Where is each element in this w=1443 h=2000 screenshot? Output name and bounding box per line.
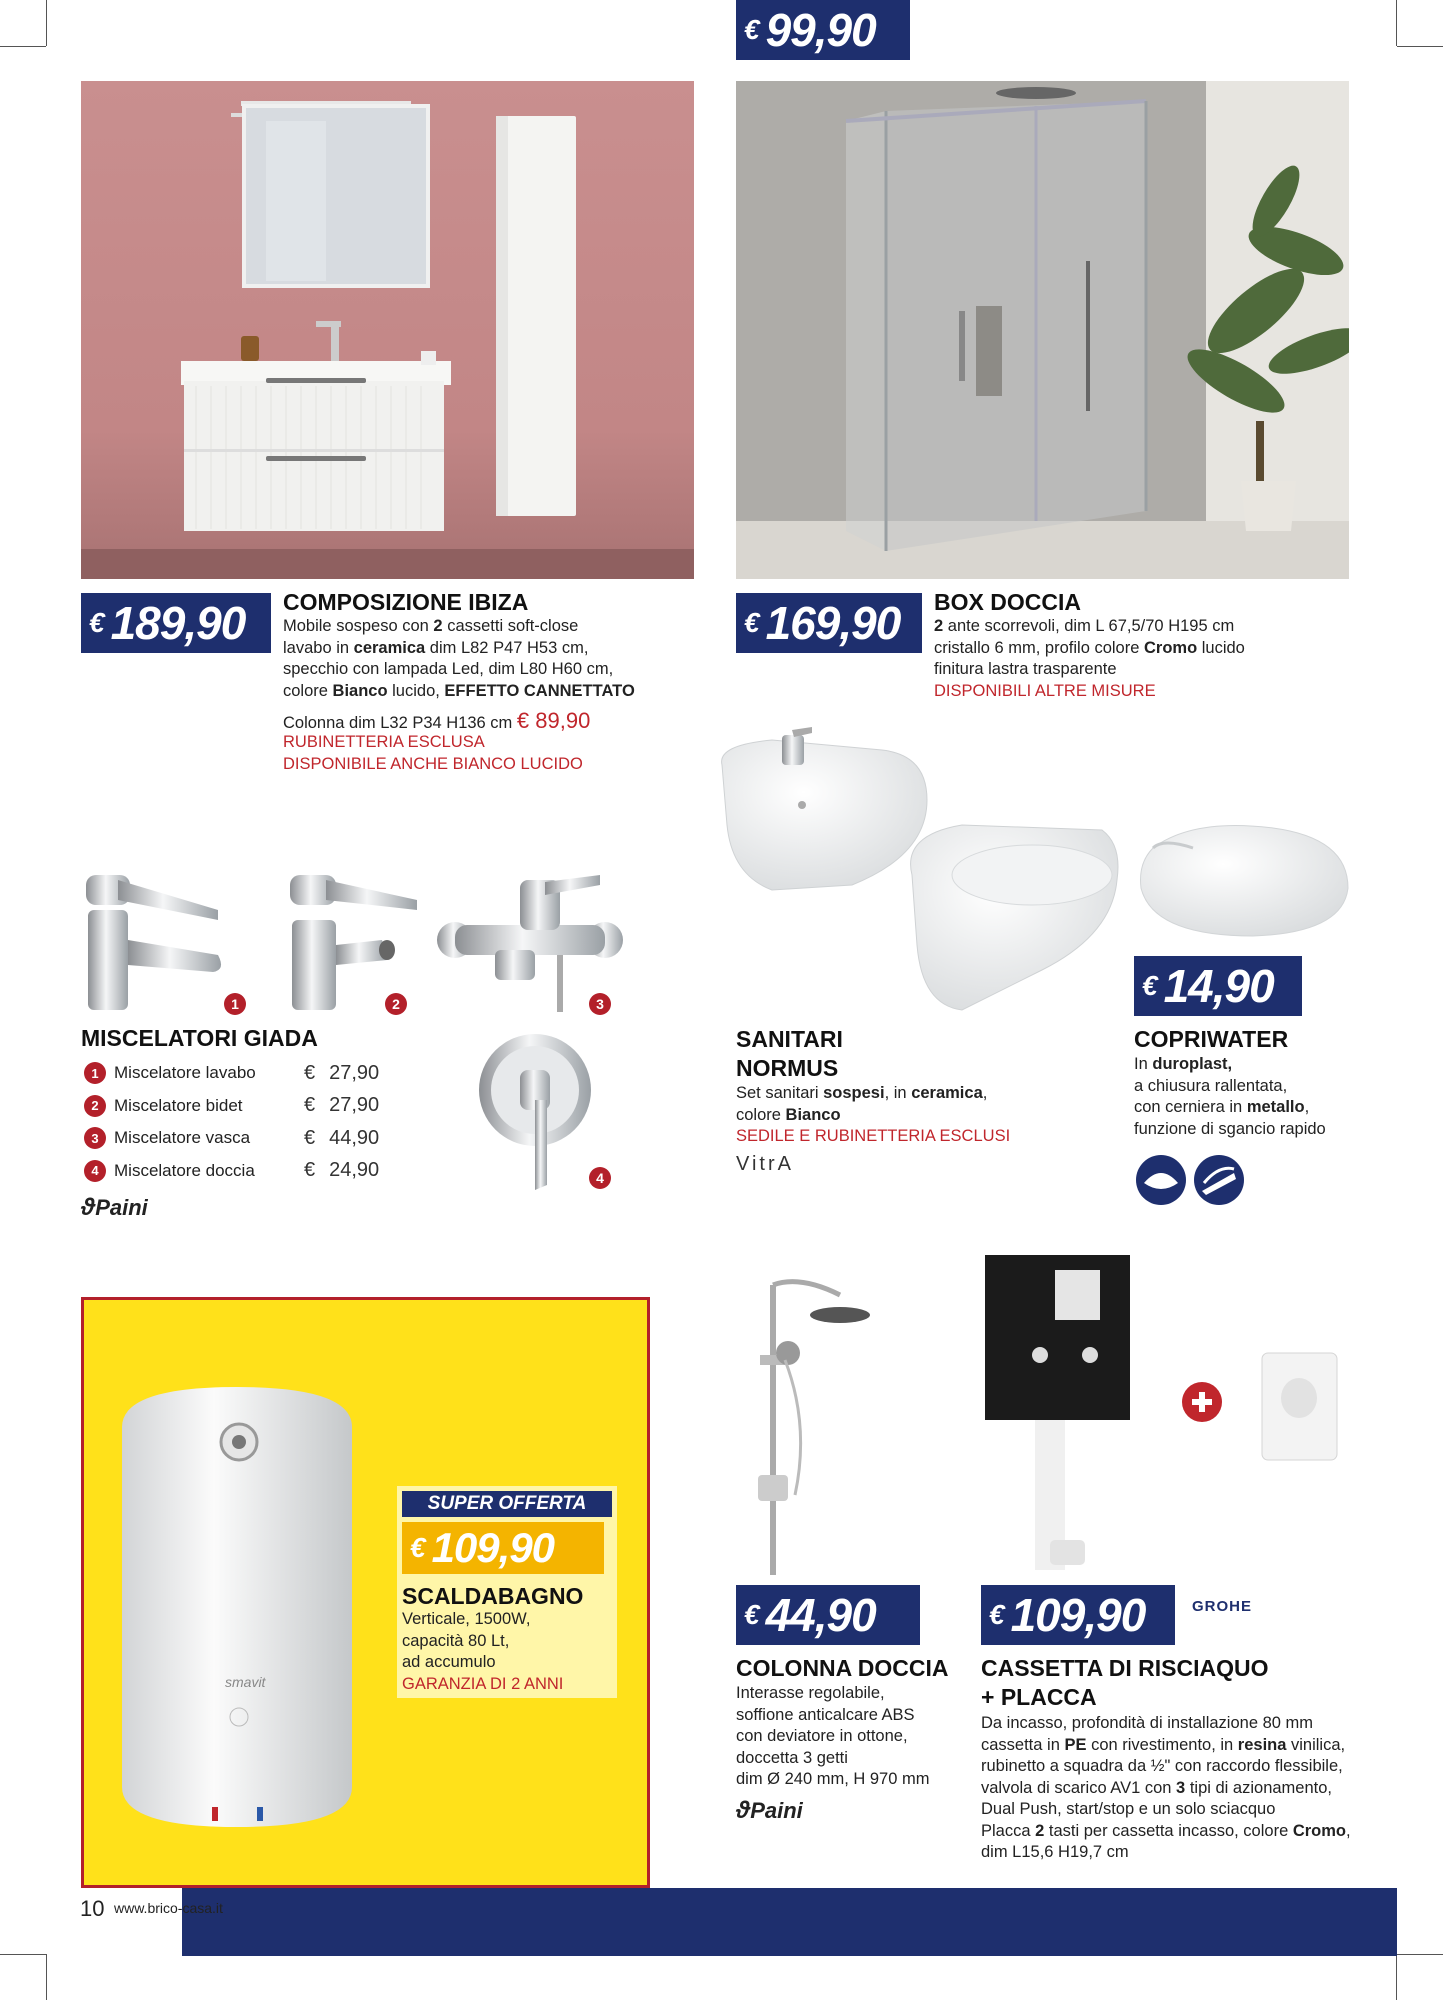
copriwater-title: COPRIWATER (1134, 1026, 1289, 1052)
crop-mark (46, 0, 47, 46)
miscelatore-currency: € (304, 1061, 316, 1084)
price-value: 109,90 (1010, 1589, 1146, 1641)
miscelatore-row (84, 1059, 394, 1087)
miscelatore-currency: € (304, 1126, 316, 1149)
price-value: 109,90 (431, 1524, 555, 1571)
crop-mark (1397, 1954, 1443, 1955)
smavit-logo: smavit (225, 1674, 266, 1690)
colonna-option: Colonna dim L32 P34 H136 cm € 89,90 (283, 708, 591, 733)
colonna-price: € 89,90 (516, 708, 591, 733)
scaldabagno-title: SCALDABAGNO (402, 1583, 584, 1609)
miscelatore-price: 44,90 (329, 1126, 380, 1149)
sanitari-set-image (712, 725, 1122, 1015)
bathroom-furniture-photo (81, 81, 694, 579)
box-doccia-title: BOX DOCCIA (934, 589, 1081, 615)
item-number-badge: 3 (84, 1127, 106, 1149)
copriwater-price-tag (1134, 956, 1302, 1016)
sanitari-description: Set sanitari sospesi, in ceramica, colore Bianco SEDILE E RUBINETTERIA ESCLUSI (736, 1084, 1011, 1145)
miscelatore-price: 24,90 (329, 1159, 380, 1181)
cassetta-title: CASSETTA DI RISCIAQUO + PLACCA (981, 1655, 1269, 1710)
miscelatore-price: 27,90 (329, 1094, 380, 1116)
price-value: 169,90 (765, 597, 901, 649)
price-value: 44,90 (765, 1589, 876, 1641)
currency-symbol: € (410, 1532, 426, 1563)
sanitari-title: SANITARI NORMUS (736, 1026, 843, 1081)
flush-cistern-image (980, 1250, 1340, 1575)
composizione-notes: RUBINETTERIA ESCLUSA DISPONIBILE ANCHE BIANCO LUCIDO (283, 733, 583, 773)
miscelatore-row (84, 1157, 394, 1185)
grohe-logo: GROHE (1192, 1598, 1253, 1615)
crop-mark (1397, 46, 1443, 47)
miscelatore-row (84, 1124, 394, 1152)
currency-symbol: € (744, 14, 760, 45)
item-number-badge: 1 (84, 1062, 106, 1084)
shower-mixer-image (475, 1030, 595, 1190)
item-number-badge: 1 (224, 993, 246, 1015)
miscelatori-title: MISCELATORI GIADA (81, 1025, 318, 1051)
composizione-title: COMPOSIZIONE IBIZA (283, 589, 529, 615)
currency-symbol: € (744, 1599, 760, 1630)
page-number: 10 (80, 1896, 105, 1921)
miscelatore-currency: € (304, 1159, 316, 1181)
miscelatore-label: Miscelatore vasca (114, 1128, 251, 1147)
price-value: 189,90 (110, 597, 246, 649)
miscelatore-label: Miscelatore bidet (114, 1095, 243, 1115)
composizione-description: Mobile sospeso con 2 cassetti soft-close lavabo in ceramica dim L82 P47 H53 cm, specchio con lampada Led, dim L80 H60 cm, colore Bianco lucido, EFFETTO CANNETTATO (283, 617, 635, 700)
scaldabagno-price-tag (402, 1522, 604, 1574)
miscelatore-row (84, 1092, 394, 1120)
currency-symbol: € (89, 607, 105, 638)
sanitari-price-tag (736, 0, 910, 60)
copriwater-description: In duroplast, a chiusura rallentata, con cerniera in metallo, funzione di sgancio rapido (1134, 1055, 1326, 1138)
crop-mark (0, 46, 46, 47)
price-value: 14,90 (1163, 960, 1274, 1012)
currency-symbol: € (1142, 970, 1158, 1001)
shower-column-image (740, 1265, 890, 1575)
miscelatore-price: 27,90 (329, 1061, 380, 1084)
basin-mixer-image (78, 870, 228, 1012)
colonna-doccia-description: Interasse regolabile, soffione anticalcare ABS con deviatore in ottone, doccetta 3 getti dim Ø 240 mm, H 970 mm (736, 1684, 930, 1788)
crop-mark (1396, 1954, 1397, 2000)
website-link[interactable]: www.brico-casa.it (114, 1900, 223, 1916)
currency-symbol: € (989, 1599, 1005, 1630)
item-number-badge: 3 (589, 993, 611, 1015)
crop-mark (1396, 0, 1397, 46)
toilet-seat-image (1133, 818, 1351, 938)
box-doccia-price-tag (736, 593, 922, 653)
super-offerta-badge: SUPER OFFERTA (402, 1491, 612, 1517)
colonna-doccia-title: COLONNA DOCCIA (736, 1655, 949, 1681)
price-value: 99,90 (765, 4, 876, 56)
water-heater-image (117, 1387, 357, 1827)
currency-symbol: € (744, 607, 760, 638)
crop-mark (46, 1954, 47, 2000)
bidet-mixer-image (282, 870, 422, 1012)
footer-label-area (47, 1888, 182, 1956)
cassetta-description: Da incasso, profondità di installazione 80 mm cassetta in PE con rivestimento, in resina vinilica, rubinetto a squadra da ½" con raccordo flessibile, valvola di scarico AV1 con 3 tipi di azionamento, Dual Push, start/stop e un solo sciacquo Placca 2 tasti per cassetta incasso, colore Cromo, dim L15,6 H19,7 cm (981, 1714, 1351, 1861)
bath-mixer-image (435, 870, 625, 1012)
vitra-logo: VitrA (736, 1153, 794, 1175)
composizione-price-tag (81, 593, 271, 653)
paini-logo: ϑPaini (736, 1797, 803, 1824)
colonna-doccia-price-tag (736, 1585, 920, 1645)
miscelatore-label: Miscelatore lavabo (114, 1063, 256, 1082)
footer-band (47, 1888, 1397, 1956)
scaldabagno-description: Verticale, 1500W, capacità 80 Lt, ad accumulo GARANZIA DI 2 ANNI (402, 1610, 564, 1693)
item-number-badge: 4 (589, 1167, 611, 1189)
shower-box-photo (736, 81, 1349, 579)
cassetta-price-tag (981, 1585, 1175, 1645)
item-number-badge: 2 (385, 993, 407, 1015)
item-number-badge: 4 (84, 1160, 106, 1182)
box-doccia-description: 2 ante scorrevoli, dim L 67,5/70 H195 cm cristallo 6 mm, profilo colore Cromo lucido finitura lastra trasparente DISPONIBILI ALTRE MISURE (934, 617, 1245, 700)
feature-icons (1134, 1153, 1249, 1208)
paini-logo: ϑPaini (81, 1194, 148, 1221)
miscelatore-label: Miscelatore doccia (114, 1160, 255, 1180)
crop-mark (0, 1954, 46, 1955)
miscelatore-currency: € (304, 1094, 316, 1116)
item-number-badge: 2 (84, 1095, 106, 1117)
